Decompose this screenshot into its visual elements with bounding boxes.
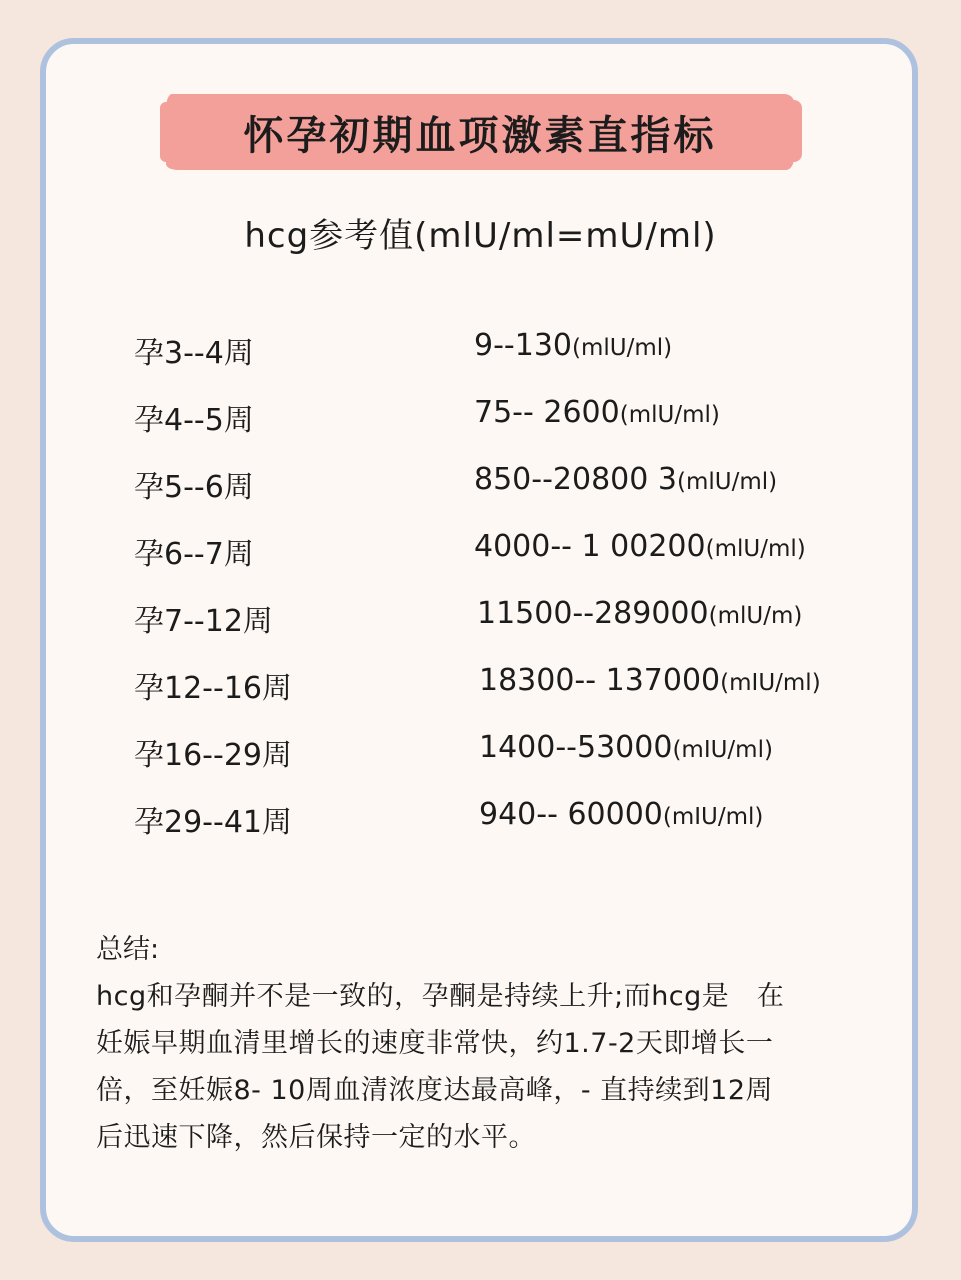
value-unit: (mIU/ml)	[720, 670, 821, 696]
value-unit: (mlU/m)	[708, 603, 803, 629]
week-label: 孕5--6周	[134, 470, 254, 505]
summary-line: hcg和孕酮并不是一致的，孕酮是持续上升;而hcg是 在	[96, 981, 785, 1012]
week-label: 孕16--29周	[134, 738, 292, 773]
week-label: 孕7--12周	[134, 604, 273, 639]
value-number: 940-- 60000	[479, 797, 663, 832]
week-label: 孕4--5周	[134, 403, 254, 438]
value-number: 11500--289000	[477, 596, 709, 631]
week-label: 孕12--16周	[134, 671, 292, 706]
value-unit: (mlU/ml)	[619, 402, 720, 428]
value-cell	[474, 328, 672, 363]
summary-line: 后迅速下降，然后保持一定的水平。	[96, 1122, 536, 1153]
value-unit: (mlU/ml)	[705, 536, 806, 562]
value-unit: (mIU/ml)	[672, 737, 773, 763]
value-number: 850--20800 3	[474, 462, 677, 497]
value-cell	[474, 529, 806, 564]
page-title: 怀孕初期血项激素直指标	[243, 112, 717, 159]
value-cell	[479, 663, 821, 698]
value-cell	[477, 596, 802, 631]
value-unit: (mlU/ml)	[676, 469, 778, 495]
value-number: 1400--53000	[479, 730, 673, 765]
title-banner	[166, 94, 794, 170]
value-cell	[479, 730, 773, 765]
value-number: 18300-- 137000	[479, 663, 721, 698]
summary-line: 倍，至妊娠8- 10周血清浓度达最高峰，- 直持续到12周	[96, 1075, 774, 1106]
value-cell	[474, 395, 720, 430]
value-cell	[479, 797, 763, 832]
summary-line: 妊娠早期血清里增长的速度非常快，约1.7-2天即增长一	[96, 1028, 774, 1059]
value-number: 4000-- 1 00200	[474, 529, 706, 564]
value-unit: (mIU/ml)	[662, 804, 764, 830]
week-label: 孕29--41周	[134, 805, 292, 840]
summary-label: 总结:	[96, 934, 160, 965]
week-label: 孕6--7周	[134, 537, 254, 572]
summary-section	[96, 926, 886, 1161]
value-number: 75-- 2600	[474, 395, 620, 430]
week-label: 孕3--4周	[134, 336, 254, 371]
value-unit: (mlU/ml)	[572, 335, 673, 361]
subtitle: hcg参考值(mlU/ml=mU/ml)	[244, 216, 717, 256]
value-number: 9--130	[474, 328, 572, 363]
value-cell	[474, 462, 777, 497]
